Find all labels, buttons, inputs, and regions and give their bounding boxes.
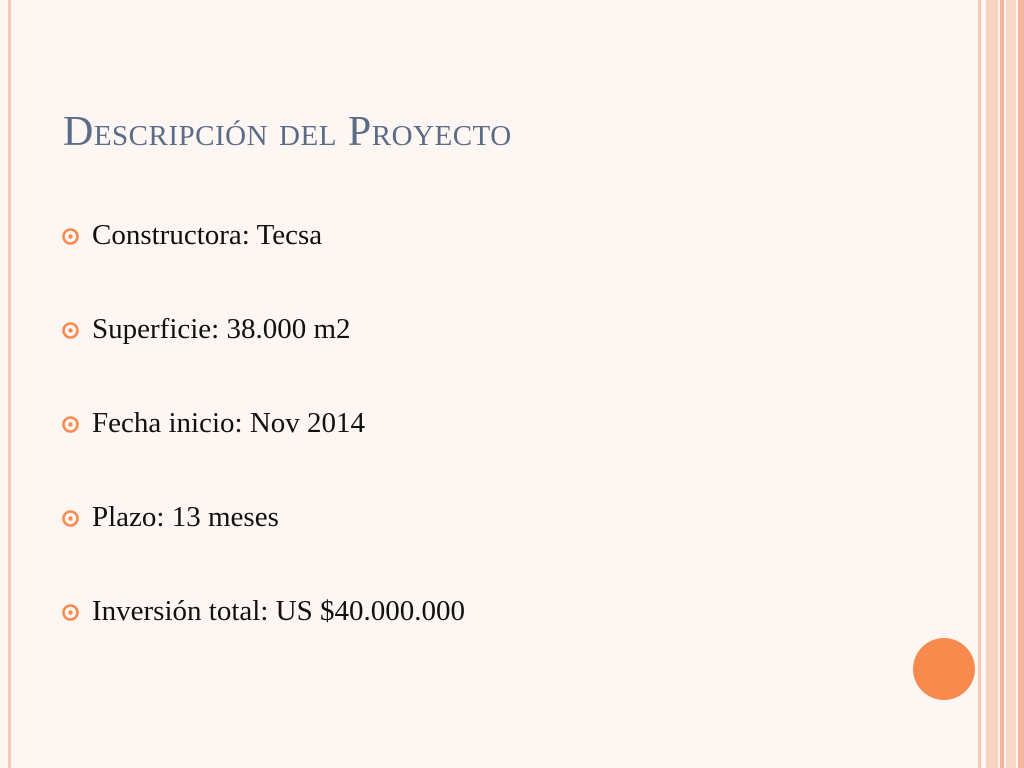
bullet-text: Inversión total: US $40.000.000	[92, 595, 465, 627]
bullet-text: Plazo: 13 meses	[92, 501, 279, 533]
bullet-text: Fecha inicio: Nov 2014	[92, 407, 366, 439]
bullet-ring-icon	[62, 322, 79, 339]
stripe	[1000, 0, 1004, 768]
stripe	[978, 0, 981, 768]
right-decorative-stripes	[978, 0, 1024, 768]
list-item	[62, 374, 465, 473]
bullet-text: Superficie: 38.000 m2	[92, 313, 351, 345]
bullet-text: Constructora: Tecsa	[92, 219, 323, 251]
bullet-ring-icon	[62, 228, 79, 245]
bullet-ring-icon	[62, 510, 79, 527]
slide-title: Descripción del Proyecto	[63, 109, 512, 155]
list-item	[62, 468, 465, 567]
list-item	[62, 280, 465, 379]
left-border-line	[8, 0, 11, 768]
bullet-list	[62, 186, 465, 661]
stripe	[986, 0, 998, 768]
bullet-ring-icon	[62, 416, 79, 433]
list-item	[62, 186, 465, 285]
stripe	[1018, 0, 1024, 768]
bullet-ring-icon	[62, 604, 79, 621]
stripe	[1006, 0, 1016, 768]
orange-circle-decoration	[913, 638, 975, 700]
list-item	[62, 562, 465, 661]
